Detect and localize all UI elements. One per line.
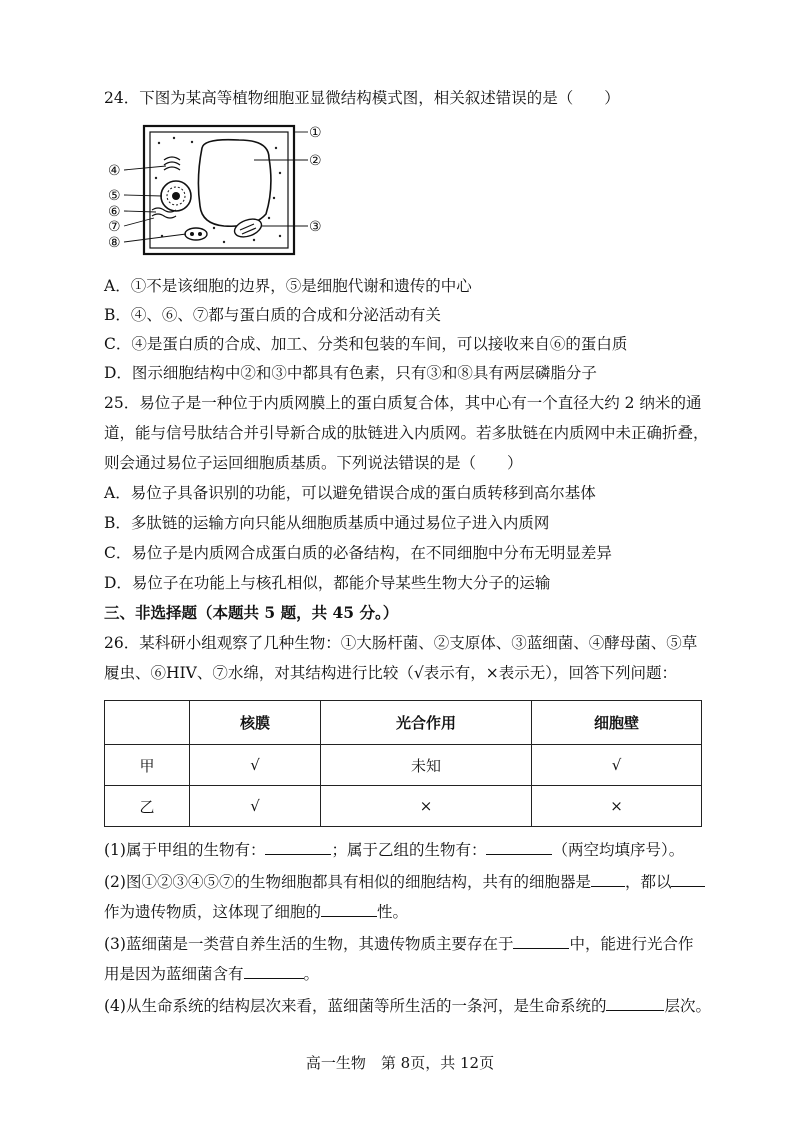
q26-p3-text-c: 用是因为蓝细菌含有 [104, 965, 244, 983]
q26-p3-text-d: 。 [303, 965, 320, 983]
label-6: ⑥ [108, 204, 121, 220]
table-cell: √ [190, 745, 321, 786]
q25-option-b: B．多肽链的运输方向只能从细胞质基质中通过易位子进入内质网 [104, 514, 550, 532]
table-row [105, 786, 702, 827]
table-cell: √ [190, 786, 321, 827]
q24-option-d: D．图示细胞结构中②和③中都具有色素，只有③和⑧具有两层磷脂分子 [104, 364, 597, 382]
table-row [105, 745, 702, 786]
label-5: ⑤ [108, 188, 121, 204]
q26-part-2-line-2 [104, 900, 408, 922]
q25-option-d: D．易位子在功能上与核孔相似，都能介导某些生物大分子的运输 [104, 574, 551, 592]
answer-blank[interactable] [265, 838, 331, 855]
answer-blank[interactable] [321, 900, 377, 917]
q26-part-2-line-1 [104, 870, 705, 892]
q26-p2-text-b: ，都以 [624, 873, 672, 891]
q25-stem-line-3: 则会通过易位子运回细胞质基质。下列说法错误的是（ ） [104, 454, 523, 472]
q26-part-4 [104, 994, 711, 1016]
table-header-cell: 细胞壁 [532, 701, 702, 745]
q26-p2-text-d: 性。 [377, 903, 409, 921]
answer-blank[interactable] [486, 838, 552, 855]
answer-blank[interactable] [606, 994, 664, 1011]
q26-p3-text-a: (3)蓝细菌是一类营自养生活的生物，其遗传物质主要存在于 [104, 935, 514, 953]
q25-option-c: C．易位子是内质网合成蛋白质的必备结构，在不同细胞中分布无明显差异 [104, 544, 612, 562]
plant-cell-diagram [104, 118, 326, 260]
q26-part-3-line-1 [104, 932, 693, 954]
label-3: ③ [309, 219, 322, 235]
table-header-cell [105, 701, 190, 745]
q26-p3-text-b: 中，能进行光合作 [569, 935, 694, 953]
table-cell: 甲 [105, 745, 190, 786]
answer-blank[interactable] [671, 870, 705, 887]
table-header-cell: 核膜 [190, 701, 321, 745]
label-2: ② [309, 153, 322, 169]
q25-option-a: A．易位子具备识别的功能，可以避免错误合成的蛋白质转移到高尔基体 [104, 484, 596, 502]
q26-p1-text-a: (1)属于甲组的生物有： [104, 841, 266, 859]
table-cell: × [321, 786, 532, 827]
q24-option-a: A．①不是该细胞的边界，⑤是细胞代谢和遗传的中心 [104, 277, 472, 295]
answer-blank[interactable] [244, 962, 304, 979]
q24-stem: 24．下图为某高等植物细胞亚显微结构模式图，相关叙述错误的是（ ） [104, 89, 620, 107]
q24-option-c: C．④是蛋白质的合成、加工、分类和包装的车间，可以接收来自⑥的蛋白质 [104, 335, 628, 353]
table-header-cell: 光合作用 [321, 701, 532, 745]
table-cell: √ [532, 745, 702, 786]
q26-p1-text-b: ；属于乙组的生物有： [331, 841, 487, 859]
table-header-row [105, 701, 702, 745]
q26-stem-line-1: 26．某科研小组观察了几种生物：①大肠杆菌、②支原体、③蓝细菌、④酵母菌、⑤草 [104, 634, 698, 652]
page-footer: 高一生物 第 8页，共 12页 [305, 1054, 495, 1072]
q26-stem-line-2: 履虫、⑥HIV、⑦水绵，对其结构进行比较（√表示有，×表示无），回答下列问题： [104, 664, 677, 682]
table-cell: × [532, 786, 702, 827]
label-1: ① [309, 125, 322, 141]
label-7: ⑦ [108, 219, 121, 235]
q26-p4-text-a: (4)从生命系统的结构层次来看，蓝细菌等所生活的一条河，是生命系统的 [104, 997, 607, 1015]
q25-stem-line-1: 25．易位子是一种位于内质网膜上的蛋白质复合体，其中心有一个直径大约 2 纳米的通 [104, 394, 702, 412]
table-cell: 乙 [105, 786, 190, 827]
section-3-heading: 三、非选择题（本题共 5 题，共 45 分。） [104, 603, 399, 622]
q25-stem-line-2: 道，能与信号肽结合并引导新合成的肽链进入内质网。若多肽链在内质网中未正确折叠， [104, 424, 709, 442]
q26-p1-text-c: （两空均填序号）。 [552, 841, 685, 859]
q26-p2-text-c: 作为遗传物质，这体现了细胞的 [104, 903, 322, 921]
label-8: ⑧ [108, 235, 121, 251]
answer-blank[interactable] [591, 870, 625, 887]
q26-p2-text-a: (2)图①②③④⑤⑦的生物细胞都具有相似的细胞结构，共有的细胞器是 [104, 873, 591, 891]
comparison-table [104, 700, 702, 827]
q26-p4-text-b: 层次。 [664, 997, 711, 1015]
table-cell: 未知 [321, 745, 532, 786]
q26-part-1 [104, 838, 684, 860]
answer-blank[interactable] [513, 932, 569, 949]
q24-option-b: B．④、⑥、⑦都与蛋白质的合成和分泌活动有关 [104, 306, 441, 324]
label-4: ④ [108, 163, 121, 179]
q26-part-3-line-2 [104, 962, 319, 984]
